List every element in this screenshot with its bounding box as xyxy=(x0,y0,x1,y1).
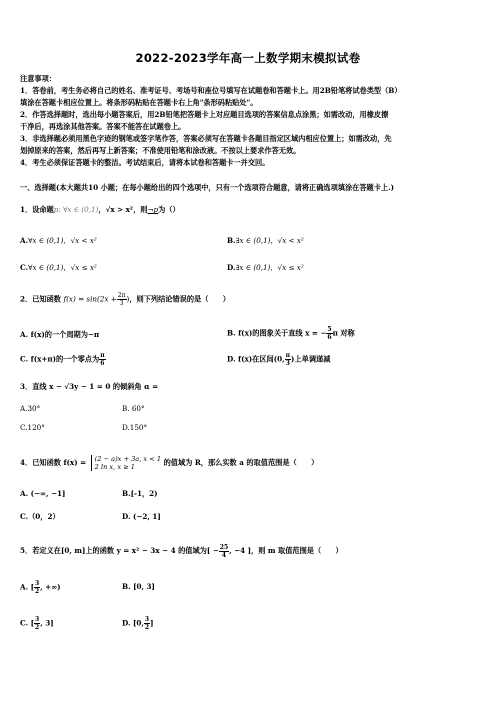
q2-option-a: A. f(x)的一个周期为−π xyxy=(20,330,100,339)
q1-c-text: ∀x ∈ (0,1)，√x ≤ x² xyxy=(28,263,97,272)
q2-func-den: 3 xyxy=(119,300,124,307)
q4-option-b: B.[-1，2) xyxy=(122,489,158,498)
q1-option-a xyxy=(20,236,97,245)
exam-title: 2022-2023学年高一上数学期末模拟试卷 xyxy=(135,51,361,65)
notice-line-3: 2．作答选择题时，选出每小题答案后，用2B铅笔把答题卡上对应题目选项的答案信息点涂黑；如需改动，用橡皮擦 xyxy=(20,110,389,119)
q1-d-label: D. xyxy=(227,263,236,272)
q1-a-text: ∀x ∈ (0,1)，√x < x² xyxy=(28,236,97,245)
q2-b-den: 6 xyxy=(327,334,332,341)
q1-proposition: p: ∀x ∈ (0,1) xyxy=(53,205,99,214)
notice-line-2: 填涂在答题卡相应位置上。将条形码粘贴在答题卡右上角"条形码粘贴处"。 xyxy=(20,98,258,107)
q1-b-text: ∃x ∈ (0,1)，√x < x² xyxy=(235,236,304,245)
q5-d-pre: D. [0, xyxy=(122,618,144,628)
notice-line-7: 4．考生必须保证答题卡的整洁。考试结束后，请将本试卷和答题卡一并交回。 xyxy=(20,158,270,167)
q5-frac-num: 25 xyxy=(219,543,229,551)
q2-c-num: π xyxy=(100,352,105,359)
q2-option-b xyxy=(227,326,355,341)
q2-func: f(x) = sin(2x + xyxy=(63,294,117,304)
q2-d-post: )上单调递减 xyxy=(291,354,331,364)
q1-option-c xyxy=(20,263,97,272)
q2-option-c xyxy=(20,352,106,367)
q5-stem-pre: 5．若定义在[0, m]上的函数 y = x² − 3x − 4 的值域为[ − xyxy=(20,546,219,555)
q5-option-a xyxy=(20,580,61,595)
q5-a-den: 2 xyxy=(34,588,40,595)
section-heading: 一、选择题(本大题共10 小题；在每小题给出的四个选项中，只有一个选项符合题意，请将正确选项填涂在答题卡上.) xyxy=(20,183,395,192)
q2-option-d xyxy=(227,352,330,367)
q5-c-num: 3 xyxy=(35,616,40,623)
q5-d-den: 2 xyxy=(144,624,150,631)
q5-stem-post: , −4 ]，则 m 取值范围是（ ） xyxy=(229,546,343,555)
q2-d-num: π xyxy=(285,352,291,359)
question-1-stem xyxy=(20,205,480,214)
q5-a-post: , +∞) xyxy=(40,582,61,592)
q5-frac xyxy=(219,544,229,559)
q2-number: 2．已知函数 xyxy=(20,294,61,304)
q2-c-den: 6 xyxy=(100,360,105,367)
question-5-stem xyxy=(20,543,480,559)
q2-b-post: π 对称 xyxy=(332,328,355,338)
q5-option-c xyxy=(20,616,54,631)
q2-func-num: 2π xyxy=(117,292,126,299)
notice-line-6: 划掉原来的答案，然后再写上新答案；不准使用铅笔和涂改液。不按以上要求作答无效。 xyxy=(20,146,301,155)
q5-c-den: 2 xyxy=(35,624,40,631)
q5-c-pre: C. [ xyxy=(20,618,34,628)
notice-heading: 注意事项： xyxy=(20,74,56,83)
q4-stem-pre: 4．已知函数 f(x) = xyxy=(20,458,87,467)
q4-piecewise xyxy=(91,455,161,471)
q2-b-num: 5 xyxy=(327,326,332,333)
q5-option-d xyxy=(122,616,153,631)
q3-option-a: A.30° xyxy=(20,404,41,413)
q5-c-post: , 3] xyxy=(40,618,54,628)
question-4-stem xyxy=(20,453,480,473)
q1-option-d xyxy=(227,263,304,272)
q5-option-b: B. [0, 3] xyxy=(122,582,155,591)
q3-option-c: C.120° xyxy=(20,423,45,432)
q3-option-b: B. 60° xyxy=(122,404,145,413)
q4-option-c: C.（0，2） xyxy=(20,512,60,521)
q5-a-pre: A. [ xyxy=(20,582,34,592)
q1-a-label: A. xyxy=(20,236,29,245)
q1-d-text: ∃x ∈ (0,1)，√x ≤ x² xyxy=(235,263,304,272)
q4-option-a: A. (−∞, −1] xyxy=(20,489,66,498)
q1-number: 1．设命题 xyxy=(20,205,54,214)
notice-line-1: 1．答卷前，考生务必将自己的姓名、准考证号、考场号和座位号填写在试题卷和答题卡上。用2B铅笔将试卷类型（B） xyxy=(20,86,402,95)
q2-func-close: ) xyxy=(126,294,130,304)
q2-d-den: 3 xyxy=(285,360,290,367)
q3-option-d: D.150° xyxy=(122,423,148,432)
q4-case-1: (2 − a)x + 3a, x < 1 xyxy=(94,455,162,463)
q2-b-pre: B. f(x)的图象关于直线 x = − xyxy=(227,328,327,338)
q1-option-b xyxy=(227,236,304,245)
notice-line-5: 3．非选择题必须用黑色字迹的钢笔或签字笔作答，答案必须写在答题卡各题目指定区域内相应位置上；如需改动，先 xyxy=(20,134,392,143)
q2-stem-post: ，则下列结论错误的是（ ） xyxy=(129,294,230,304)
q2-func-frac xyxy=(117,292,127,307)
q5-a-num: 3 xyxy=(34,580,40,587)
q4-case-2: 2 ln x, x ≥ 1 xyxy=(94,463,135,471)
q1-c-label: C. xyxy=(20,263,29,272)
q1-b-label: B. xyxy=(227,236,236,245)
q2-c-pre: C. f(x+π)的一个零点为 xyxy=(20,354,100,364)
q2-d-pre: D. f(x)在区间(0, xyxy=(227,354,285,364)
q4-stem-post: 的值域为 R，那么实数 a 的取值范围是（ ） xyxy=(163,458,319,467)
q5-d-num: 3 xyxy=(144,616,150,623)
q1-post: 为（） xyxy=(158,205,180,214)
q4-option-d: D. (−2, 1] xyxy=(122,512,161,521)
q2-c-frac xyxy=(99,352,105,367)
q5-d-post: ] xyxy=(150,618,154,628)
q5-frac-den: 4 xyxy=(221,551,227,559)
q1-neg-p: ¬p xyxy=(147,205,159,214)
q1-mid: ，√x > x²，则 xyxy=(98,205,148,214)
notice-line-4: 干净后，再选涂其他答案。答案不能答在试题卷上。 xyxy=(20,122,186,131)
question-3-stem: 3．直线 x − √3y − 1 = 0 的倾斜角 α = xyxy=(20,382,159,391)
question-2-stem xyxy=(20,292,480,307)
